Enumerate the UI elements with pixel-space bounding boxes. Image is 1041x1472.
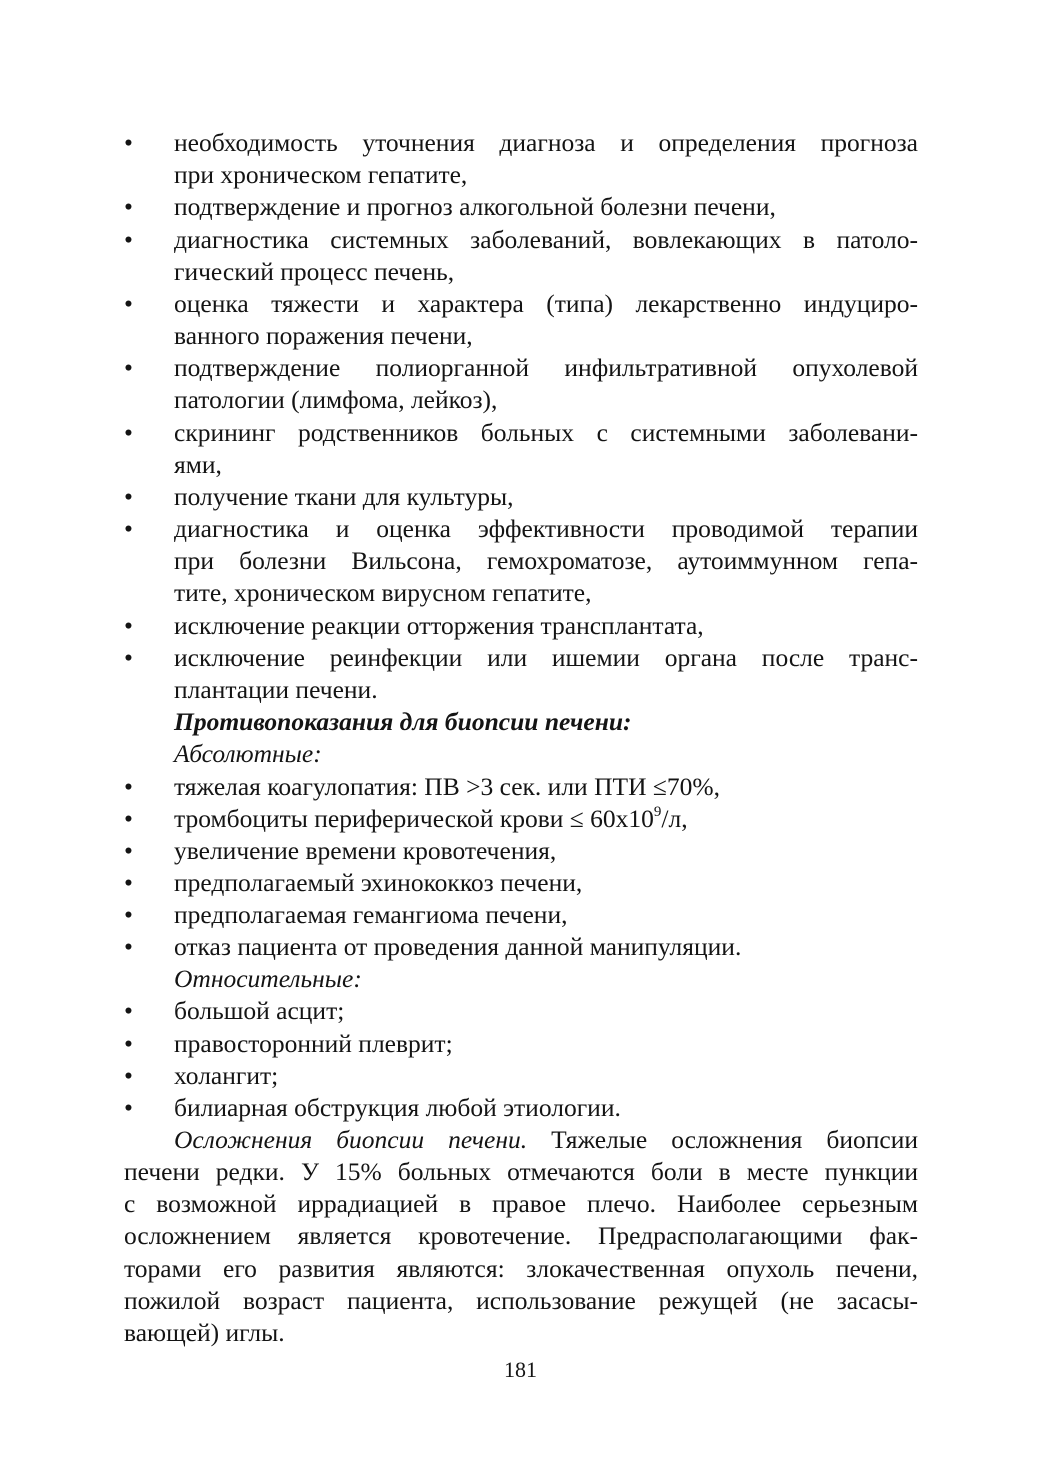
list-item-line: ями, [174, 450, 222, 479]
bullet: • [124, 643, 133, 672]
bullet: • [124, 1061, 133, 1090]
bullet: • [124, 1093, 133, 1122]
bullet: • [124, 418, 133, 447]
bullet: • [124, 900, 133, 929]
list-item [174, 803, 918, 839]
paragraph-text: Тяжелые осложнения биопсии [551, 1125, 918, 1154]
list-item: холангит; [174, 1061, 279, 1090]
bullet: • [124, 482, 133, 511]
list-item: тяжелая коагулопатия: ПВ >3 сек. или ПТИ ≤70%, [174, 772, 720, 801]
list-item-line: получение ткани для культуры, [174, 482, 514, 511]
list-item: предполагаемая гемангиома печени, [174, 900, 568, 929]
list-item-line: плантации печени. [174, 675, 378, 704]
paragraph-line: осложнением является кровотечение. Предрасполагающими фак- [124, 1221, 918, 1250]
list-item-line: тите, хроническом вирусном гепатите, [174, 578, 592, 607]
platelet-exponent: 9 [653, 804, 662, 820]
complications-lead: Осложнения биопсии печени. [174, 1125, 528, 1154]
page-number: 181 [504, 1357, 537, 1382]
list-item: отказ пациента от проведения данной манипуляции. [174, 932, 742, 961]
bullet: • [124, 289, 133, 318]
list-item-line: необходимость уточнения диагноза и определения прогноза [174, 128, 918, 157]
list-item-line: скрининг родственников больных с системными заболевани- [174, 418, 918, 447]
bullet: • [124, 192, 133, 221]
list-item-line: ванного поражения печени, [174, 321, 473, 350]
bullet: • [124, 353, 133, 382]
paragraph-line [174, 1124, 918, 1156]
list-item-line: подтверждение и прогноз алкогольной болезни печени, [174, 192, 776, 221]
bullet: • [124, 996, 133, 1025]
list-item: билиарная обструкция любой этиологии. [174, 1093, 621, 1122]
list-item: предполагаемый эхинококкоз печени, [174, 868, 583, 897]
absolute-label: Абсолютные: [174, 739, 322, 768]
list-item-line: диагностика системных заболеваний, вовлекающих в патоло- [174, 225, 918, 254]
bullet: • [124, 804, 133, 833]
bullet: • [124, 611, 133, 640]
list-item: правосторонний плеврит; [174, 1029, 453, 1058]
bullet: • [124, 868, 133, 897]
list-item-line: оценка тяжести и характера (типа) лекарственно индуциро- [174, 289, 918, 318]
bullet: • [124, 836, 133, 865]
list-item-line: диагностика и оценка эффективности проводимой терапии [174, 514, 918, 543]
bullet: • [124, 225, 133, 254]
paragraph-line: печени редки. У 15% больных отмечаются боли в месте пункции [124, 1157, 918, 1186]
paragraph-line: с возможной иррадиацией в правое плечо. Наиболее серьезным [124, 1189, 918, 1218]
paragraph-line: пожилой возраст пациента, использование режущей (не засасы- [124, 1286, 918, 1315]
list-item-line: исключение реакции отторжения трансплантата, [174, 611, 704, 640]
platelet-unit: /л, [661, 804, 688, 833]
bullet: • [124, 1029, 133, 1058]
list-item: большой асцит; [174, 996, 345, 1025]
list-item-line: гический процесс печень, [174, 257, 455, 286]
paragraph-line: торами его развития являются: злокачественная опухоль печени, [124, 1254, 918, 1283]
bullet: • [124, 932, 133, 961]
contraindications-heading: Противопоказания для биопсии печени: [174, 707, 632, 736]
list-item-line: при болезни Вильсона, гемохроматозе, аутоиммунном гепа- [174, 546, 918, 575]
list-item: увеличение времени кровотечения, [174, 836, 557, 865]
list-item-line: исключение реинфекции или ишемии органа после транс- [174, 643, 918, 672]
bullet: • [124, 128, 133, 157]
list-item-line: патологии (лимфома, лейкоз), [174, 385, 498, 414]
bullet: • [124, 772, 133, 801]
paragraph-line: вающей) иглы. [124, 1318, 285, 1347]
bullet: • [124, 514, 133, 543]
list-item-line: при хроническом гепатите, [174, 160, 468, 189]
platelet-text: тромбоциты периферической крови ≤ 60х10 [174, 804, 654, 833]
list-item-line: подтверждение полиорганной инфильтративной опухолевой [174, 353, 918, 382]
relative-label: Относительные: [174, 964, 362, 993]
